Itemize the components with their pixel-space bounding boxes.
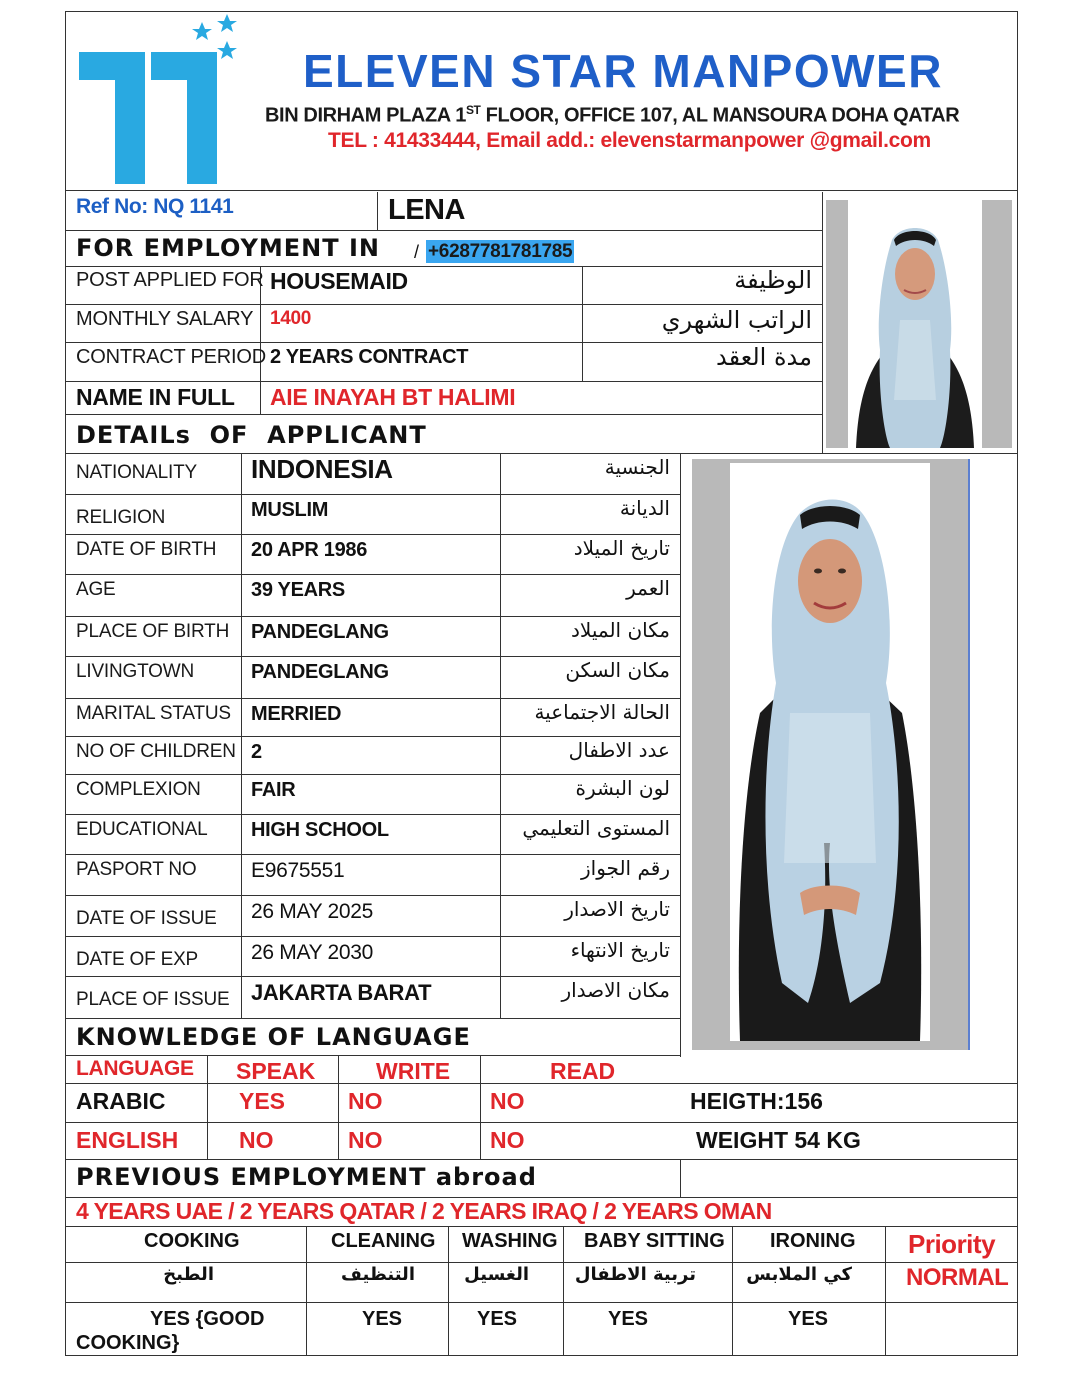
post-value-0: HOUSEMAID bbox=[270, 268, 408, 294]
priority-label: Priority bbox=[908, 1229, 996, 1259]
detail-value-0: INDONESIA bbox=[251, 454, 393, 484]
detail-value-12: 26 MAY 2030 bbox=[251, 941, 374, 964]
previous-employment-value: 4 YEARS UAE / 2 YEARS QATAR / 2 YEARS IRAQ / 2 YEARS OMAN bbox=[76, 1198, 772, 1224]
post-value-1: 1400 bbox=[270, 308, 312, 329]
post-label-1: MONTHLY SALARY bbox=[76, 308, 254, 330]
detail-ar-13: مكان الاصدار bbox=[561, 978, 670, 1002]
applicant-photo-large bbox=[692, 459, 970, 1050]
priority-value: NORMAL bbox=[906, 1264, 1009, 1291]
company-name: ELEVEN STAR MANPOWER bbox=[303, 45, 943, 97]
detail-ar-5: مكان السكن bbox=[565, 658, 670, 682]
detail-label-1: RELIGION bbox=[76, 507, 166, 528]
skill-cooking-ar: الطبخ bbox=[163, 1264, 214, 1285]
skill-cooking-value-1: YES {GOOD bbox=[150, 1308, 265, 1330]
skill-cooking-en: COOKING bbox=[144, 1230, 240, 1252]
detail-value-9: HIGH SCHOOL bbox=[251, 819, 389, 841]
name-in-full-value: AIE INAYAH BT HALIMI bbox=[270, 384, 516, 410]
lang-row-0-write: NO bbox=[348, 1088, 383, 1114]
lang-header-speak: SPEAK bbox=[236, 1058, 316, 1084]
skill-washing-value: YES bbox=[477, 1308, 518, 1330]
detail-value-13: JAKARTA BARAT bbox=[251, 980, 432, 1005]
detail-value-4: PANDEGLANG bbox=[251, 621, 389, 643]
detail-label-2: DATE OF BIRTH bbox=[76, 539, 217, 560]
detail-value-3: 39 YEARS bbox=[251, 579, 345, 601]
post-label-2: CONTRACT PERIOD bbox=[76, 346, 266, 368]
name-in-full-label: NAME IN FULL bbox=[76, 384, 235, 410]
lang-header-language: LANGUAGE bbox=[76, 1057, 194, 1080]
weight-value: WEIGHT 54 KG bbox=[696, 1127, 861, 1153]
detail-label-6: MARITAL STATUS bbox=[76, 703, 231, 724]
detail-label-4: PLACE OF BIRTH bbox=[76, 621, 230, 642]
lang-row-1-language: ENGLISH bbox=[76, 1127, 179, 1153]
detail-ar-0: الجنسية bbox=[604, 455, 670, 479]
detail-ar-1: الديانة bbox=[619, 496, 670, 520]
details-title: DETAILs OF APPLICANT bbox=[76, 421, 427, 449]
post-ar-0: الوظيفة bbox=[734, 266, 812, 294]
detail-label-0: NATIONALITY bbox=[76, 462, 197, 483]
employment-separator: / bbox=[414, 242, 420, 262]
detail-label-10: PASPORT NO bbox=[76, 859, 197, 880]
detail-value-7: 2 bbox=[251, 741, 262, 763]
skill-cooking-value-2: COOKING} bbox=[76, 1332, 180, 1354]
lang-header-read: READ bbox=[550, 1058, 616, 1084]
address-part1: BIN DIRHAM PLAZA 1 bbox=[265, 104, 466, 127]
ref-number: Ref No: NQ 1141 bbox=[76, 195, 234, 218]
detail-ar-8: لون البشرة bbox=[575, 776, 670, 800]
detail-ar-4: مكان الميلاد bbox=[571, 618, 670, 642]
post-ar-1: الراتب الشهري bbox=[661, 306, 812, 334]
skill-babysitting-en: BABY SITTING bbox=[584, 1230, 725, 1252]
lang-header-write: WRITE bbox=[376, 1058, 451, 1084]
skill-ironing-ar: كي الملابس bbox=[746, 1264, 852, 1285]
detail-ar-11: تاريخ الاصدار bbox=[564, 897, 670, 921]
applicant-photo-small bbox=[826, 200, 1012, 448]
employment-label: FOR EMPLOYMENT IN bbox=[76, 234, 380, 262]
detail-value-10: E9675551 bbox=[251, 859, 345, 882]
skill-cleaning-value: YES bbox=[362, 1308, 403, 1330]
detail-label-9: EDUCATIONAL bbox=[76, 819, 208, 840]
skill-ironing-en: IRONING bbox=[770, 1230, 856, 1252]
skill-cleaning-ar: التنظيف bbox=[341, 1264, 415, 1285]
detail-value-6: MERRIED bbox=[251, 703, 342, 725]
detail-value-11: 26 MAY 2025 bbox=[251, 900, 374, 923]
skill-babysitting-value: YES bbox=[608, 1308, 649, 1330]
detail-label-3: AGE bbox=[76, 579, 116, 600]
post-ar-2: مدة العقد bbox=[716, 343, 812, 371]
company-logo bbox=[75, 14, 255, 189]
detail-label-11: DATE OF ISSUE bbox=[76, 908, 217, 929]
detail-label-13: PLACE OF ISSUE bbox=[76, 989, 230, 1010]
company-contact: TEL : 41433444, Email add.: elevenstarmanpower @gmail.com bbox=[328, 129, 931, 152]
detail-ar-3: العمر bbox=[626, 576, 670, 600]
detail-label-7: NO OF CHILDREN bbox=[76, 741, 236, 762]
nickname: LENA bbox=[388, 194, 465, 226]
detail-label-12: DATE OF EXP bbox=[76, 949, 199, 970]
lang-row-1-write: NO bbox=[348, 1127, 383, 1153]
lang-row-1-read: NO bbox=[490, 1127, 525, 1153]
address-part2: FLOOR, OFFICE 107, AL MANSOURA DOHA QATAR bbox=[480, 104, 960, 127]
company-address bbox=[265, 104, 959, 126]
detail-ar-12: تاريخ الانتهاء bbox=[570, 938, 670, 962]
skill-cleaning-en: CLEANING bbox=[331, 1230, 436, 1252]
detail-ar-7: عدد الاطفال bbox=[568, 738, 670, 762]
previous-employment-title: PREVIOUS EMPLOYMENT abroad bbox=[76, 1163, 537, 1191]
detail-value-8: FAIR bbox=[251, 779, 296, 801]
detail-value-1: MUSLIM bbox=[251, 499, 329, 521]
detail-ar-10: رقم الجواز bbox=[581, 856, 670, 880]
phone-number: +6287781781785 bbox=[428, 241, 573, 262]
skill-babysitting-ar: تربية الاطفال bbox=[574, 1264, 696, 1285]
detail-ar-2: تاريخ الميلاد bbox=[573, 536, 670, 560]
detail-ar-6: الحالة الاجتماعية bbox=[534, 700, 670, 724]
post-label-0: POST APPLIED FOR bbox=[76, 269, 264, 291]
detail-label-8: COMPLEXION bbox=[76, 779, 201, 800]
language-title: KNOWLEDGE OF LANGUAGE bbox=[76, 1023, 471, 1051]
lang-row-1-speak: NO bbox=[239, 1127, 274, 1153]
lang-row-0-language: ARABIC bbox=[76, 1088, 166, 1114]
detail-value-5: PANDEGLANG bbox=[251, 661, 389, 683]
skill-ironing-value: YES bbox=[788, 1308, 829, 1330]
detail-ar-9: المستوى التعليمي bbox=[522, 816, 670, 840]
address-sup: ST bbox=[465, 103, 481, 117]
skill-washing-en: WASHING bbox=[462, 1230, 558, 1252]
lang-row-0-read: NO bbox=[490, 1088, 525, 1114]
height-value: HEIGTH:156 bbox=[690, 1088, 823, 1114]
lang-row-0-speak: YES bbox=[239, 1088, 286, 1114]
detail-label-5: LIVINGTOWN bbox=[76, 661, 194, 682]
post-value-2: 2 YEARS CONTRACT bbox=[270, 346, 469, 368]
detail-value-2: 20 APR 1986 bbox=[251, 539, 368, 561]
skill-washing-ar: الغسيل bbox=[464, 1264, 529, 1285]
